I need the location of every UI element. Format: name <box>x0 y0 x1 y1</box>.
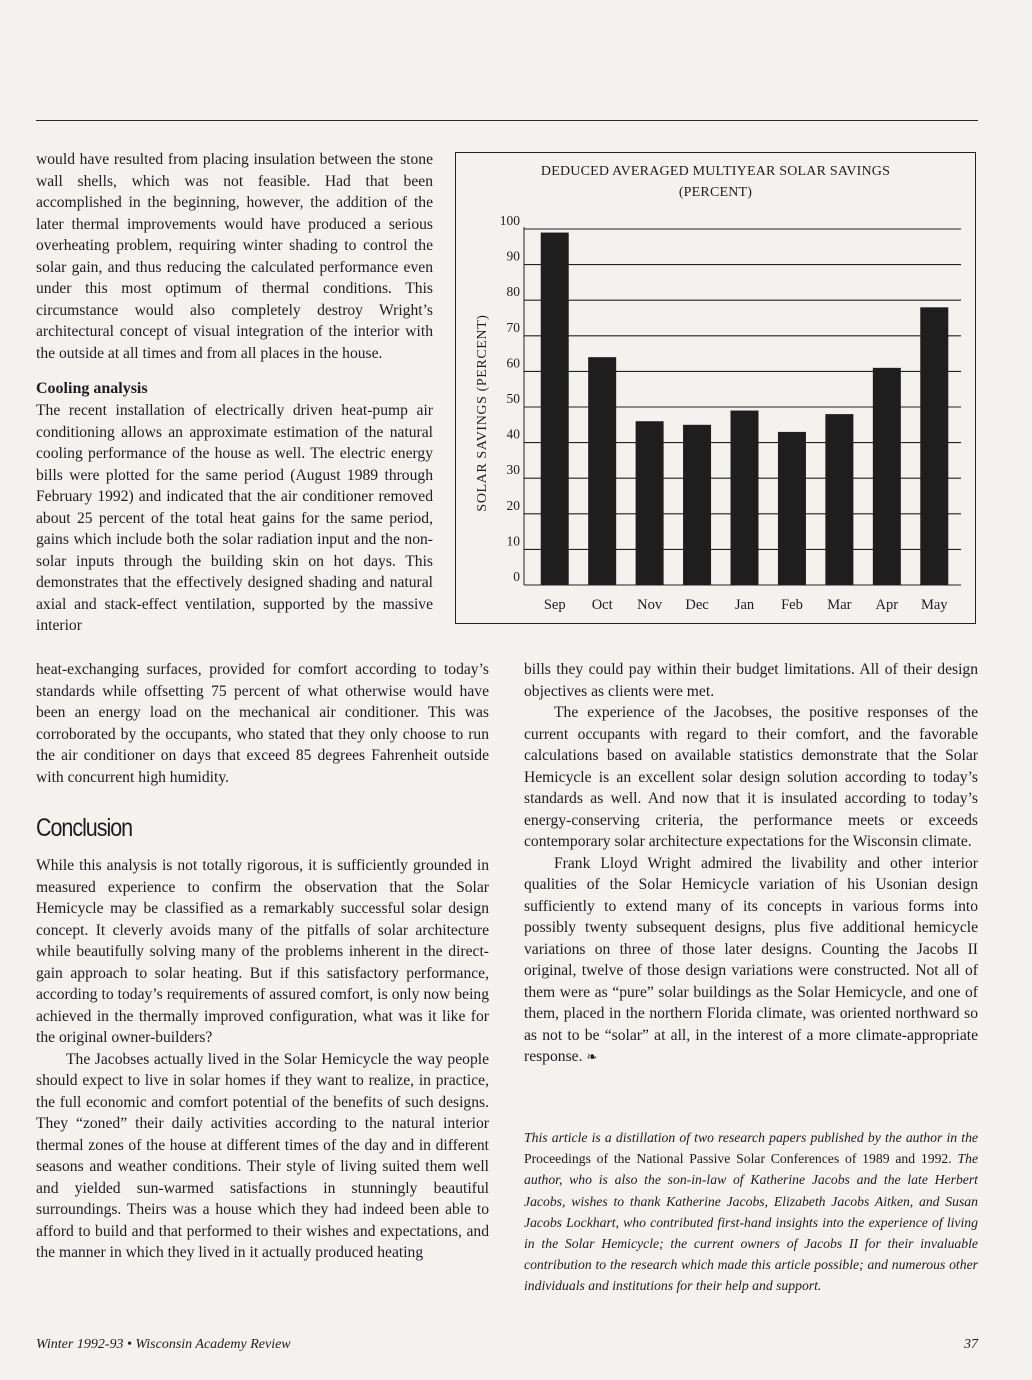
conclusion-heading: Conclusion <box>36 814 133 842</box>
author-note-part2: The author, who is also the son-in-law of Katherine Jacobs and the late Herbert Jacobs, wishes to thank Katherine Jacobs, Elizabeth Jacobs Aitken, and Susan Jacobs Lockhart, who contributed first-hand insights into the experience of living in the Solar Hemicycle; the current owners of Jacobs II for their invaluable contribution to the research which made this article possible; and numerous other individuals and institutions for their help and support. <box>524 1151 979 1294</box>
y-axis-label: SOLAR SAVINGS (PERCENT) <box>475 314 490 512</box>
bar-may <box>920 307 948 585</box>
y-tick-label-60: 60 <box>506 355 520 371</box>
bar-apr <box>873 368 901 585</box>
footer-publication: Winter 1992-93 • Wisconsin Academy Review <box>36 1337 291 1352</box>
paragraph-right-3-text: Frank Lloyd Wright admired the livability and other interior qualities of the Solar Hemicycle variation of his Usonian design sufficiently to extend many of its concepts in various forms into possibly twenty subsequent designs, plus five additional hemicycle variations on three of those later designs. Counting the Jacobs II original, twelve of those design variations were constructed. Not all of them were as “pure” solar buildings as the Solar Hemicycle, and one of them, placed in the northern Florida climate, was oriented northward so as not to be “solar” at all, in the interest of a more climate-appropriate response. <box>524 854 978 1065</box>
chart-plot <box>456 153 975 623</box>
bar-oct <box>588 357 616 585</box>
bar-mar <box>825 414 853 585</box>
y-tick-label-0: 0 <box>513 569 520 584</box>
bar-sep <box>541 233 569 585</box>
chart-title-line1: DEDUCED AVERAGED MULTIYEAR SOLAR SAVINGS <box>540 164 891 179</box>
chart-title-line2: (PERCENT) <box>678 185 753 200</box>
y-tick-label-30: 30 <box>506 462 520 478</box>
x-tick-label-dec: Dec <box>685 597 709 613</box>
x-tick-label-jan: Jan <box>734 597 755 613</box>
x-tick-label-apr: Apr <box>875 597 899 613</box>
right-column <box>524 659 978 1068</box>
top-rule <box>36 120 978 121</box>
y-tick-label-70: 70 <box>506 319 520 335</box>
y-tick-label-50: 50 <box>506 391 520 406</box>
y-tick-label-10: 10 <box>506 533 520 549</box>
author-note <box>524 1127 978 1297</box>
y-tick-label-80: 80 <box>506 284 520 300</box>
bar-feb <box>778 432 806 585</box>
left-column-top <box>36 149 433 637</box>
x-tick-label-sep: Sep <box>543 597 566 613</box>
paragraph-intro: would have resulted from placing insulation between the stone wall shells, which was not feasible. Had that been accomplished in the beginning, however, the addition of the later thermal improvements would have produced a serious overheating problem, requiring winter shading to control the solar gain, and thus reducing the calculated performance even under this most optimum of thermal conditions. This circumstance would also completely destroy Wright’s architectural concept of visual integration of the interior with the outside at all times and from all places in the house. <box>36 151 433 362</box>
paragraph-right-2: The experience of the Jacobses, the positive responses of the current occupants with regard to their comfort, and the favorable calculations based on available statistics demonstrate that the Solar Hemicycle is an excellent solar design solution according to today’s standards as well. And now that it is insulated according to today’s energy-conserving criteria, the performance meets or exceeds contemporary solar architecture expectations for the Wisconsin climate. <box>524 704 978 850</box>
author-note-part1: This article is a distillation of two research papers published by the author in the <box>524 1130 978 1145</box>
y-tick-label-40: 40 <box>506 426 520 442</box>
cooling-analysis-heading: Cooling analysis <box>36 380 148 397</box>
y-tick-label-90: 90 <box>506 248 520 264</box>
author-note-proceedings: Proceedings of the National Passive Solar Conferences of 1989 and 1992. <box>524 1151 952 1167</box>
y-tick-label-100: 100 <box>499 213 520 228</box>
x-tick-label-oct: Oct <box>591 597 613 613</box>
y-tick-label-20: 20 <box>506 497 520 513</box>
paragraph-conclusion-2: The Jacobses actually lived in the Solar Hemicycle the way people should expect to live in solar homes if they want to realize, in practice, the full economic and comfort potential of the benefits of such designs. They “zoned” their daily activities according to the natural interior thermal zones of the house at different times of the day and in different seasons and weather conditions. Their style of living suited them well and yielded sun-warmed satisfactions in stunningly beautiful surroundings. Theirs was a house which they had indeed been able to afford to build and that performed to their wishes and expectations, and the manner in which they lived in it actually produced heating <box>36 1050 489 1261</box>
solar-savings-chart <box>455 152 976 624</box>
paragraph-conclusion-1: While this analysis is not totally rigorous, it is sufficiently grounded in measured experience to confirm the observation that the Solar Hemicycle may be classified as a remarkably successful solar design concept. It cleverly avoids many of the pitfalls of solar architecture while beautifully solving many of the problems inherent in the direct-gain approach to solar heating. But if this satisfactory performance, according to today’s requirements of assured comfort, is only now being achieved in the thermally improved configuration, what was it like for the original owner-builders? <box>36 857 489 1046</box>
bar-jan <box>731 411 759 585</box>
x-tick-label-may: May <box>920 597 948 613</box>
footer-page-number: 37 <box>964 1337 978 1352</box>
paragraph-right-1: bills they could pay within their budget limitations. All of their design objectives as clients were met. <box>524 661 978 700</box>
x-tick-label-nov: Nov <box>637 597 663 613</box>
end-mark-icon: ❧ <box>586 1049 598 1064</box>
paragraph-cooling-end: heat-exchanging surfaces, provided for comfort according to today’s standards while offsetting 75 percent of what otherwise would have been an energy load on the mechanical air conditioner. This was corroborated by the occupants, who stated that they only choose to run the air conditioner on days that exceed 85 degrees Fahrenheit outside with concurrent high humidity. <box>36 661 489 786</box>
bar-nov <box>636 421 664 585</box>
left-column-bottom <box>36 855 489 1264</box>
x-tick-label-feb: Feb <box>781 597 803 613</box>
x-tick-label-mar: Mar <box>827 597 852 613</box>
paragraph-right-3 <box>524 853 978 1068</box>
left-column-wide <box>36 659 489 788</box>
paragraph-cooling-start: The recent installation of electrically driven heat-pump air conditioning allows an approximate estimation of the natural cooling performance of the house as well. The electric energy bills were plotted for the same period (August 1989 through February 1992) and indicated that the air conditioner removed about 25 percent of the total heat gains for the same period, gains which include both the solar radiation input and the non-solar inputs through the building skin on hot days. This demonstrates that the effectively designed shading and natural axial and stack-effect ventilation, supported by the massive interior <box>36 402 433 634</box>
bar-dec <box>683 425 711 585</box>
